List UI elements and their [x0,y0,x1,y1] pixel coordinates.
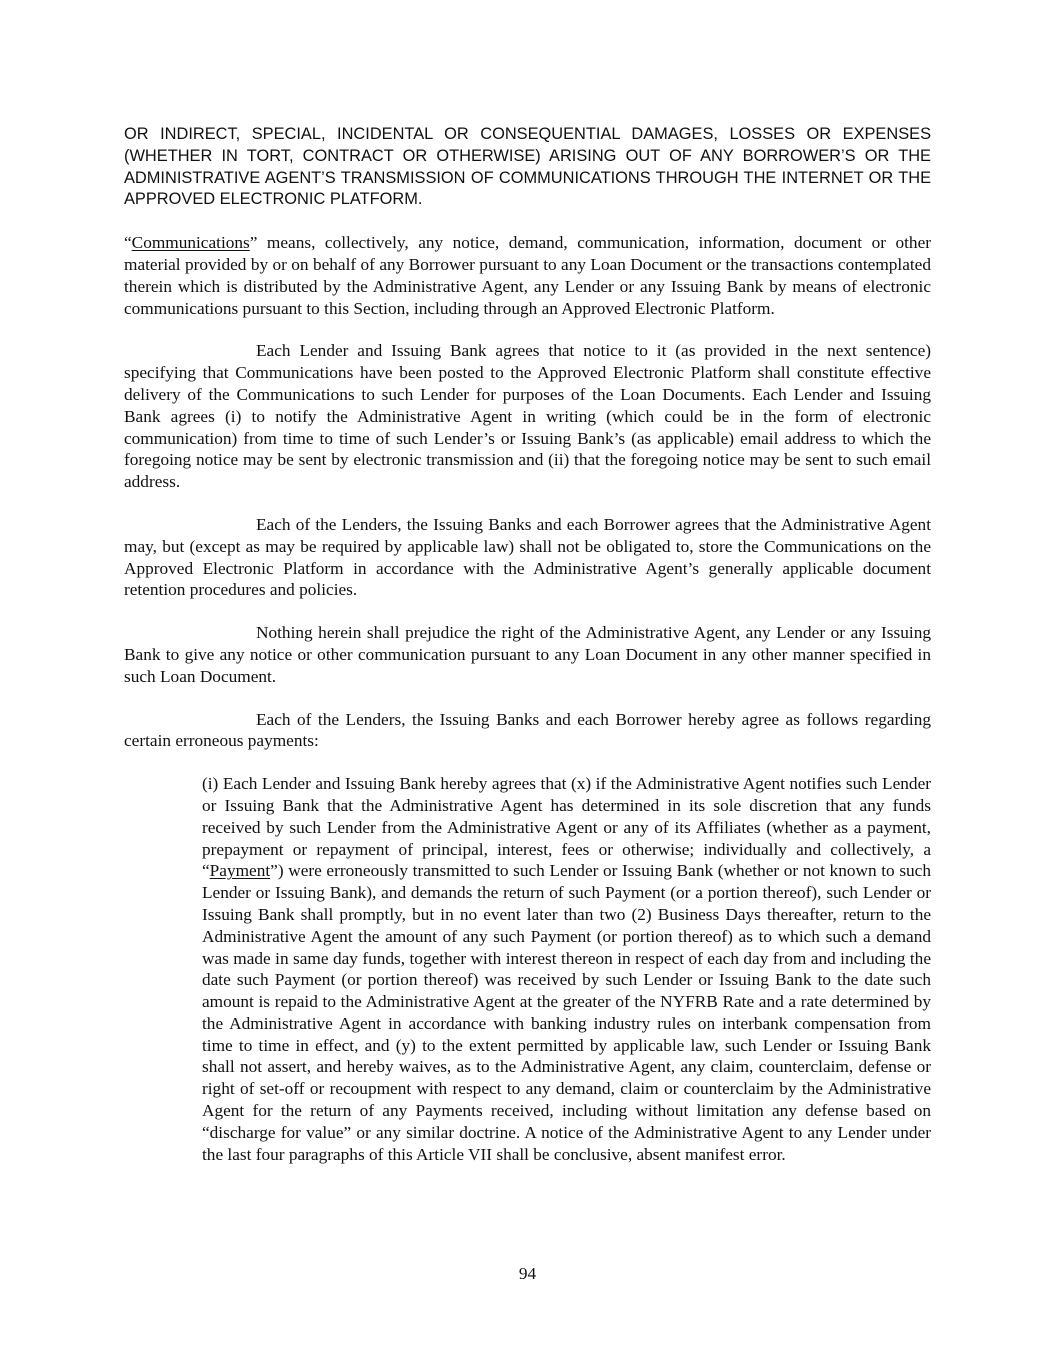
disclaimer-paragraph: OR INDIRECT, SPECIAL, INCIDENTAL OR CONSEQUENTIAL DAMAGES, LOSSES OR EXPENSES (WHETHER IN TORT, CONTRACT OR OTHERWISE) ARISING OUT OF ANY BORROWER’S OR THE ADMINISTRATIVE AGENT’S TRANSMISSION OF COMMUNICATIONS THROUGH THE INTERNET OR THE APPROVED ELECTRONIC PLATFORM. [124,125,931,209]
defined-term-communications: Communications [131,233,250,253]
clause-i-text-before: (i) Each Lender and Issuing Bank hereby agrees that (x) if the Administrative Agent notifies such Lender or Issuing Bank that the Administrative Agent has determined in its sole discretion that any funds received by such Lender from the Administrative Agent or any of its Affiliates (whether as a payment, prepayment or repayment of principal, interest, fees or otherwise; individually and collectively, a “ [202,774,931,881]
no-prejudice-paragraph: Nothing herein shall prejudice the right of the Administrative Agent, any Lender or any Issuing Bank to give any notice or other communication pursuant to any Loan Document in any other manner specified in such Loan Document. [124,623,931,686]
defined-term-payment: Payment [209,861,271,881]
clause-i [202,773,931,1165]
page-number: 94 [518,1264,537,1283]
communications-definition [124,232,931,319]
notice-paragraph: Each Lender and Issuing Bank agrees that notice to it (as provided in the next sentence) specifying that Communications have been posted to the Approved Electronic Platform shall constitute effective delivery of the Communications to such Lender for purposes of the Loan Documents. Each Lender and Issuing Bank agrees (i) to notify the Administrative Agent in writing (which could be in the form of electronic communication) from time to time of such Lender’s or Issuing Bank’s (as applicable) email address to which the foregoing notice may be sent by electronic transmission and (ii) that the foregoing notice may be sent to such email address. [124,341,931,492]
document-page [124,124,931,1165]
definition-text: ” means, collectively, any notice, demand, communication, information, document or other material provided by or on behalf of any Borrower pursuant to any Loan Document or the transactions contemplated therein which is distributed by the Administrative Agent, any Lender or any Issuing Bank by means of electronic communications pursuant to this Section, including through an Approved Electronic Platform. [124,233,931,318]
clause-i-text-after: ”) were erroneously transmitted to such Lender or Issuing Bank (whether or not known to such Lender or Issuing Bank), and demands the return of such Payment (or a portion thereof), such Lender or Issuing Bank shall promptly, but in no event later than two (2) Business Days thereafter, return to the Administrative Agent the amount of any such Payment (or portion thereof) as to which such a demand was made in same day funds, together with interest thereon in respect of each day from and including the date such Payment (or portion thereof) was received by such Lender or Issuing Bank to the date such amount is repaid to the Administrative Agent at the greater of the NYFRB Rate and a rate determined by the Administrative Agent in accordance with banking industry rules on interbank compensation from time to time in effect, and (y) to the extent permitted by applicable law, such Lender or Issuing Bank shall not assert, and hereby waives, as to the Administrative Agent, any claim, counterclaim, defense or right of set-off or recoupment with respect to any demand, claim or counterclaim by the Administrative Agent for the return of any Payments received, including without limitation any defense based on “discharge for value” or any similar doctrine. A notice of the Administrative Agent to any Lender under the last four paragraphs of this Article VII shall be conclusive, absent manifest error. [202,861,931,1164]
storage-paragraph: Each of the Lenders, the Issuing Banks and each Borrower agrees that the Administrative Agent may, but (except as may be required by applicable law) shall not be obligated to, store the Communications on the Approved Electronic Platform in accordance with the Administrative Agent’s generally applicable document retention procedures and policies. [124,514,931,600]
definition-open-quote: “ [124,233,132,253]
erroneous-payments-intro: Each of the Lenders, the Issuing Banks and each Borrower hereby agree as follows regarding certain erroneous payments: [124,709,931,751]
